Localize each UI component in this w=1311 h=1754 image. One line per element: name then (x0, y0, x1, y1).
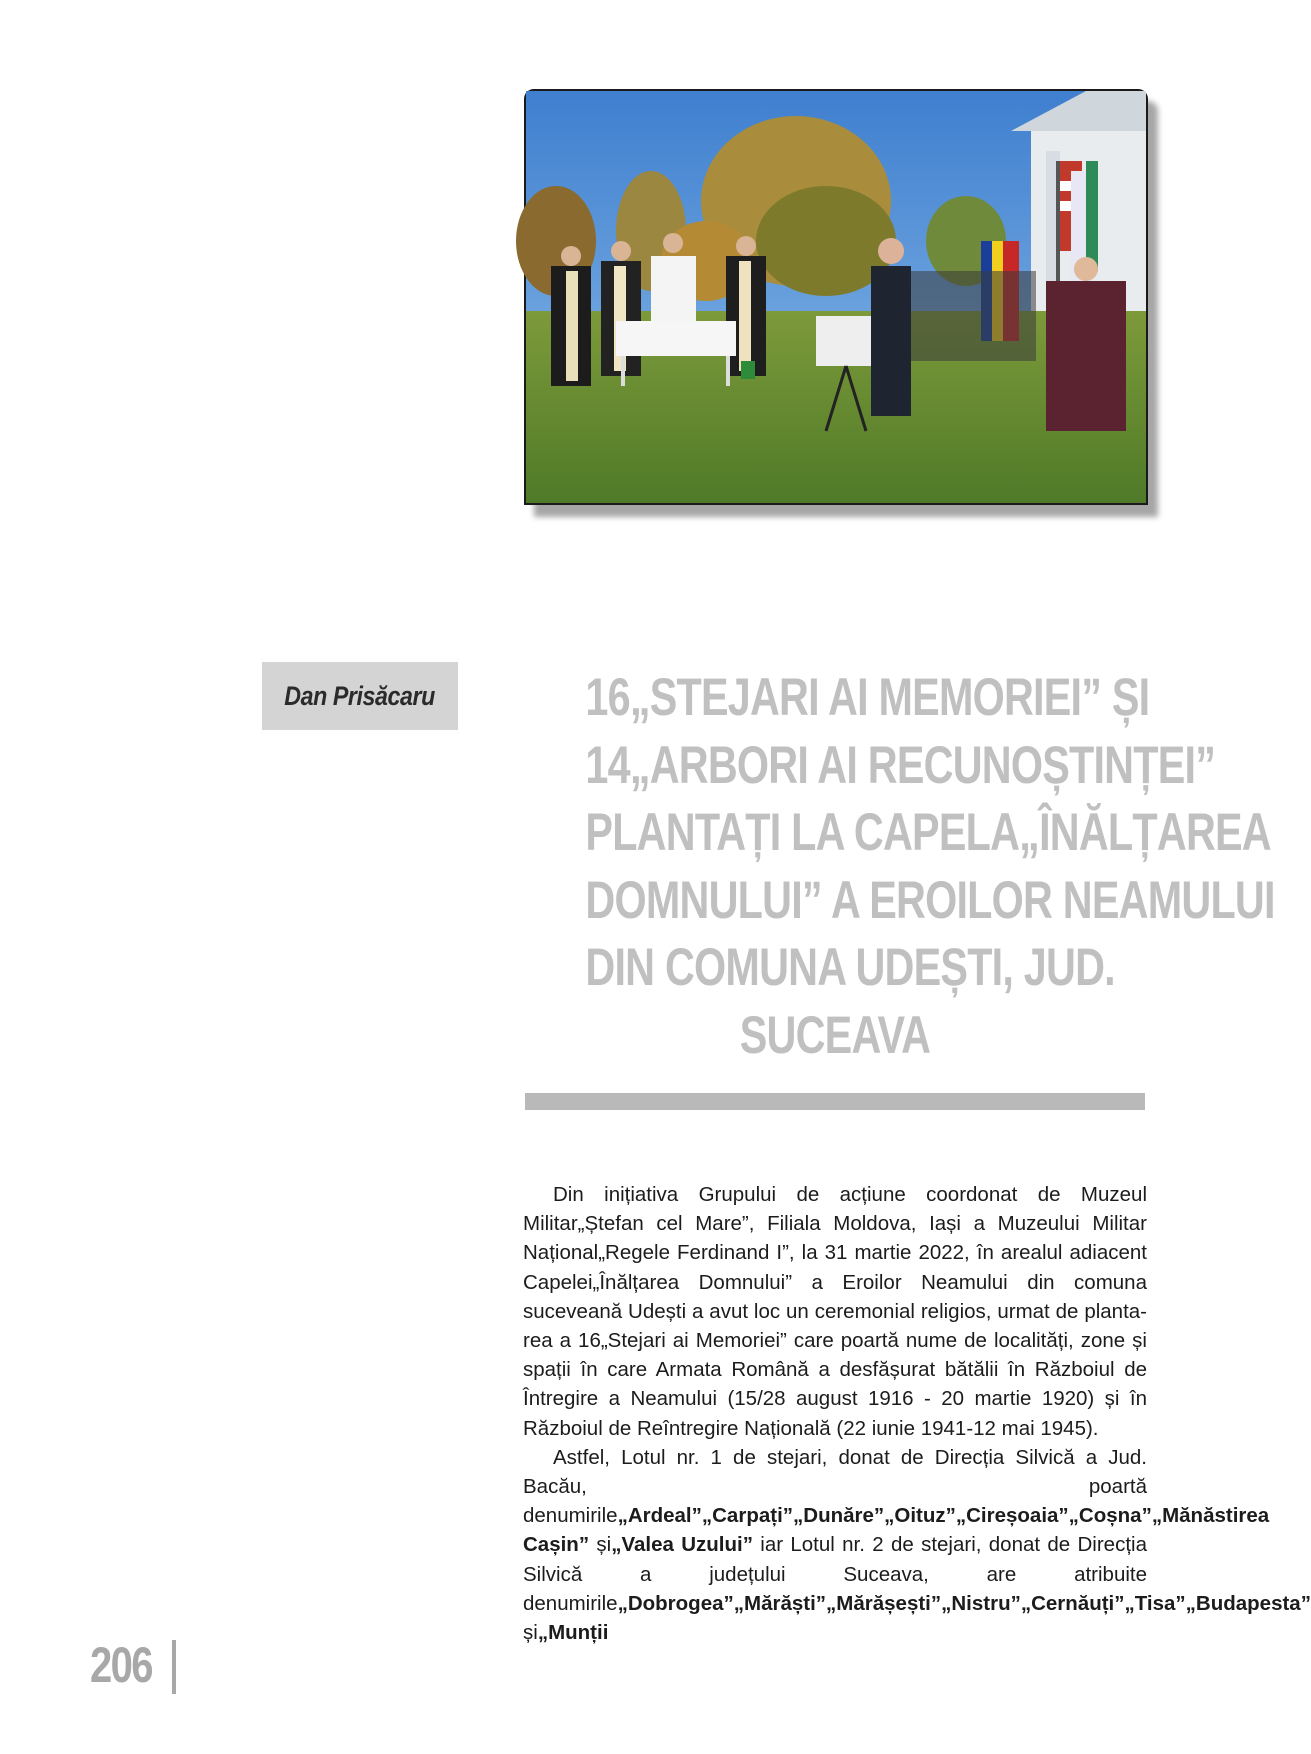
oak-names-suceava: „Dobrogea”„Mărăști”„Mărășești”„Nistru”„Cernăuți”„Tisa”„Budapesta” (617, 1591, 1311, 1615)
paragraph-text: și (523, 1621, 538, 1645)
oak-names-bacau: „Ardeal”„Carpați”„Dunăre”„Oituz”„Cireșoaia”„Coșna”„Mănăstirea Cașin” (523, 1504, 1270, 1557)
article-body (523, 1180, 1311, 1647)
title-line: 16„STEJARI AI MEMORIEI” ȘI (585, 668, 1150, 727)
page-number-bar (172, 1640, 176, 1694)
title-line: SUCEAVA (739, 1005, 931, 1065)
oak-name: „Munții (537, 1621, 609, 1645)
article-title (515, 664, 1275, 1069)
paragraph: Din inițiativa Grupului de acțiune coordonat de Muzeul Militar„Ștefan cel Mare”, Filiala Moldova, Iași a Muzeului Militar Național„Regele Ferdinand I”, la 31 martie 2022, în arealul adiacent Capelei„Înălțarea Domnului” a Eroilor Neamului din comuna suceveană Udești a avut loc un ceremonial religios, urmat de plantarea a 16„Stejari ai Memoriei” care poartă nume de localități, zone și spații în care Armata Română a desfășurat bătălii în Războiul de Întregire a Neamului (15/28 august 1916 - 20 martie 1920) și în Războiul de Reîntregire Națională (22 iunie 1941-12 mai 1945). (523, 1183, 1147, 1440)
title-line: PLANTAȚI LA CAPELA„ÎNĂLȚAREA (585, 803, 1271, 862)
title-line: DOMNULUI” A EROILOR NEAMULUI (585, 870, 1275, 930)
title-divider (525, 1093, 1145, 1110)
paragraph (523, 1443, 1311, 1647)
paragraph-text: Astfel, Lotul nr. 1 de stejari, donat de Direcția Silvică a Jud. Bacău, poartă denumirile (523, 1445, 1147, 1528)
title-line: 14„ARBORI AI RECUNOȘTINȚEI” (585, 735, 1216, 795)
paragraph-text: și (589, 1533, 612, 1557)
paragraph-text: iar Lotul nr. 2 de stejari, donat de Direcția Silvică a județului Suceava, are atribuite denumirile (523, 1533, 1147, 1615)
page-number: 206 (90, 1637, 152, 1693)
author-name: Dan Prisăcaru (284, 680, 436, 711)
title-line: DIN COMUNA UDEȘTI, JUD. (585, 938, 1115, 997)
ceremony-photo (524, 89, 1148, 505)
author-box (262, 662, 458, 730)
oak-name: „Valea Uzului” (611, 1533, 753, 1557)
photo-icon (526, 91, 1146, 503)
